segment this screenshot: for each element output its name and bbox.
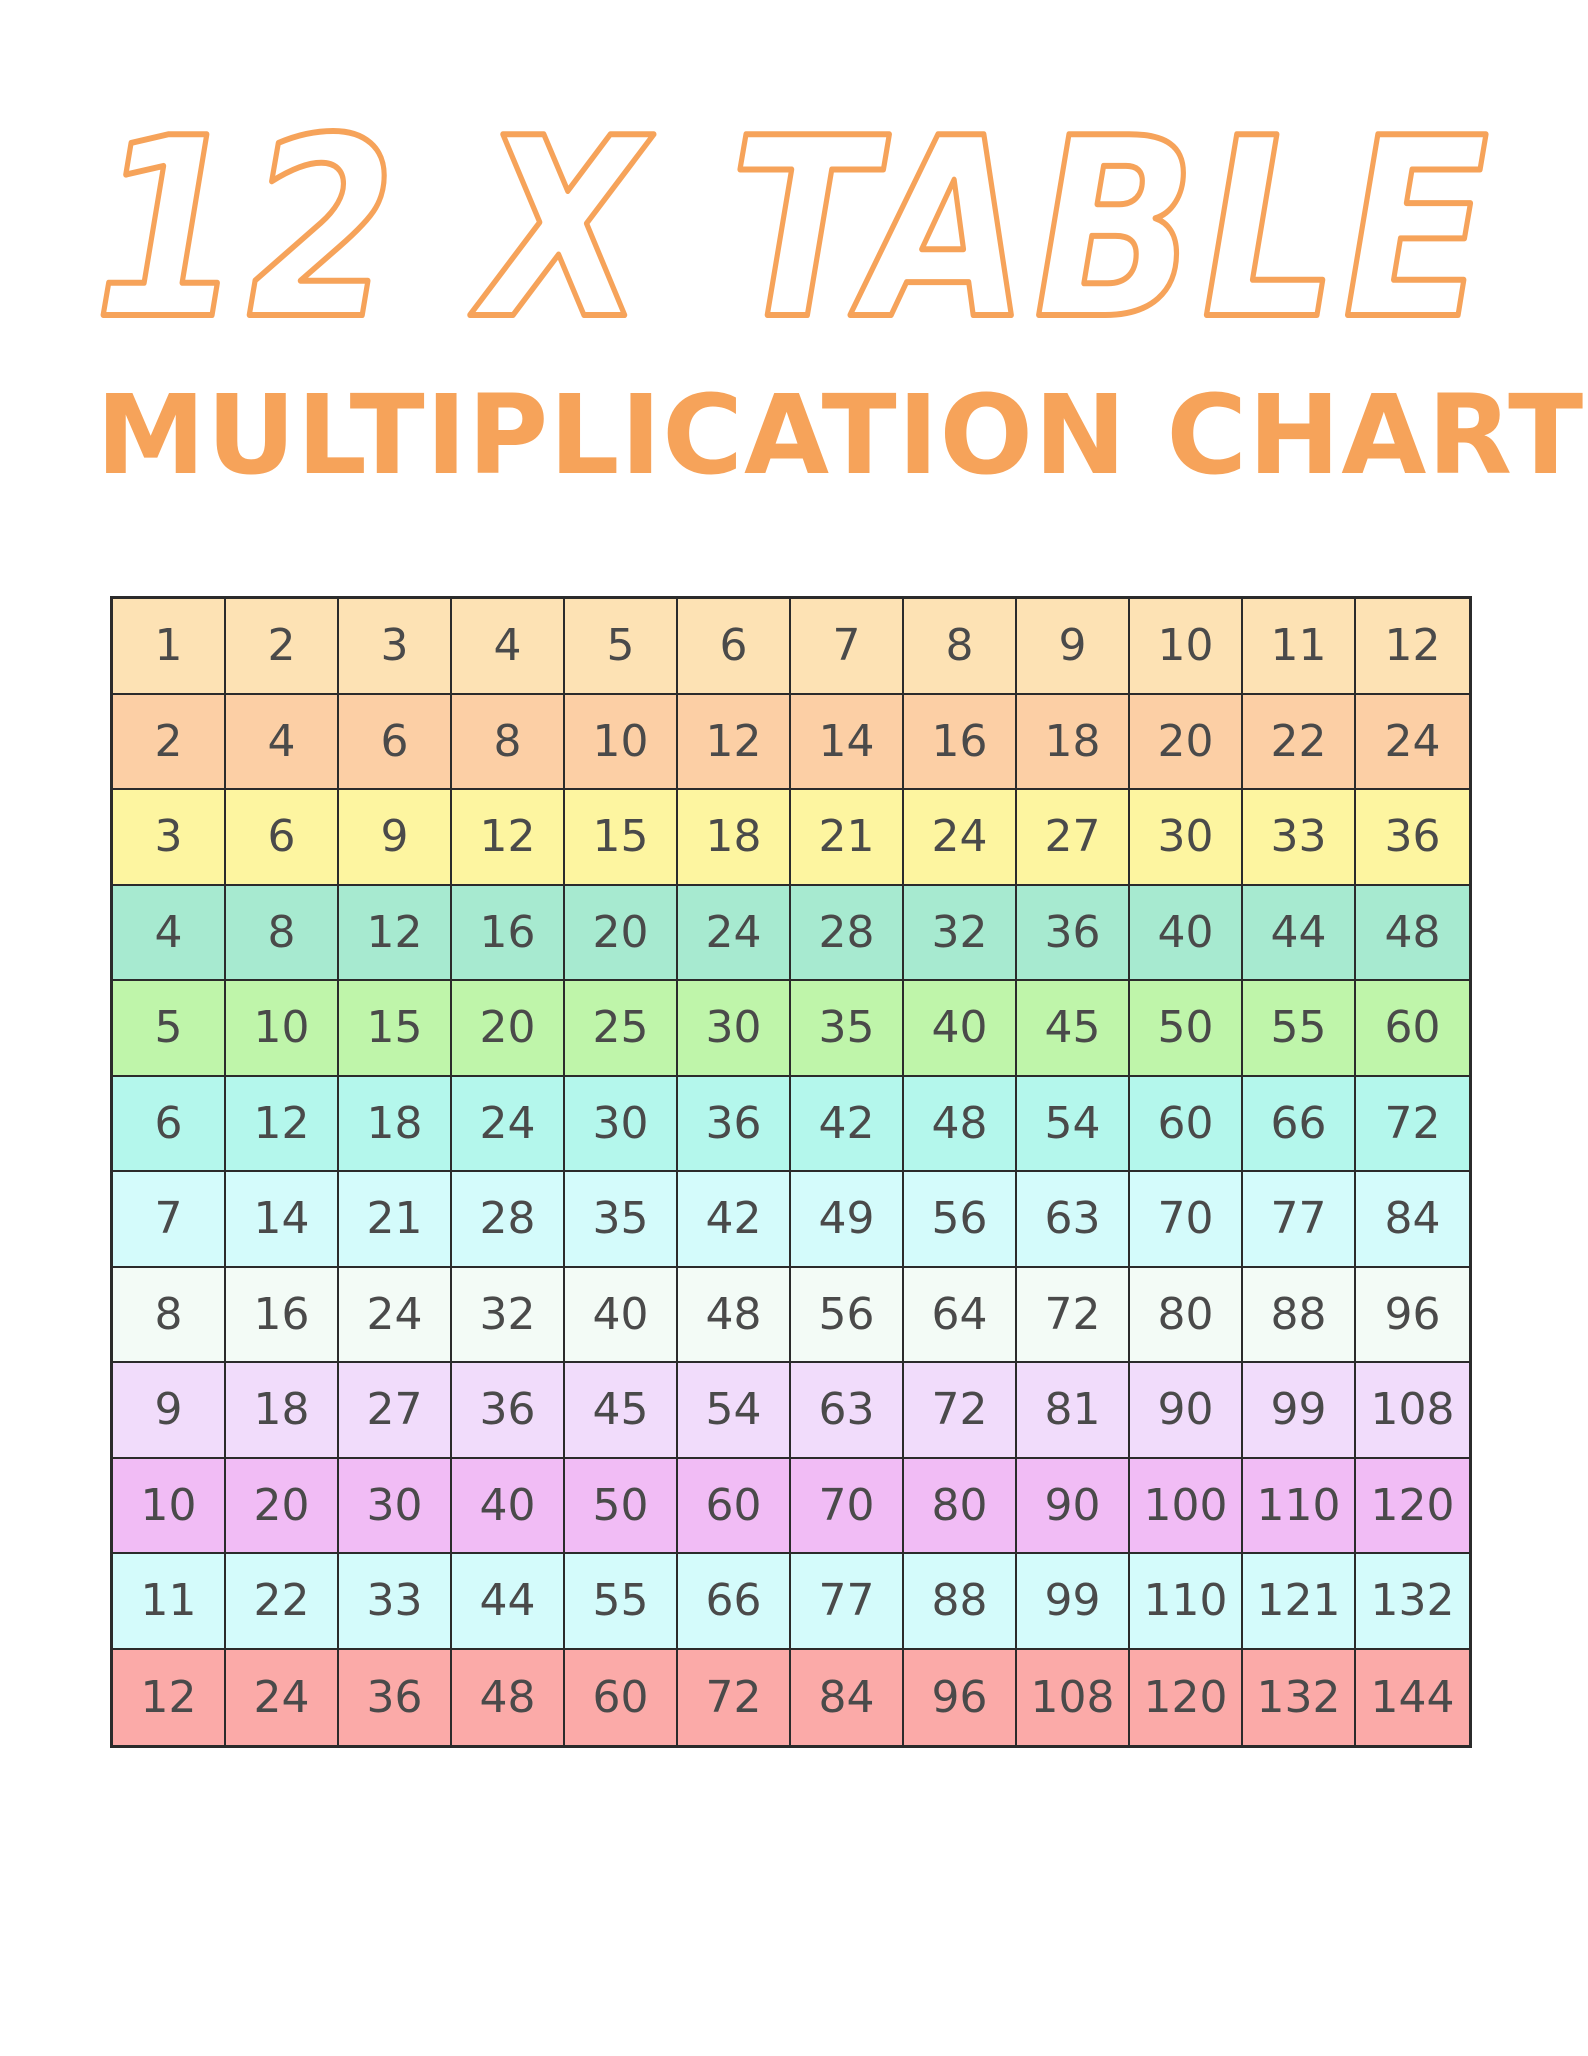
table-cell: 99 [1017, 1554, 1130, 1650]
table-cell: 44 [1243, 886, 1356, 982]
table-cell: 12 [226, 1077, 339, 1173]
table-cell: 30 [339, 1459, 452, 1555]
table-cell: 16 [226, 1268, 339, 1364]
table-cell: 28 [791, 886, 904, 982]
table-cell: 27 [339, 1363, 452, 1459]
table-cell: 63 [791, 1363, 904, 1459]
table-cell: 27 [1017, 790, 1130, 886]
table-cell: 132 [1243, 1650, 1356, 1746]
table-cell: 14 [791, 695, 904, 791]
table-cell: 21 [339, 1172, 452, 1268]
table-cell: 36 [1356, 790, 1469, 886]
table-cell: 44 [452, 1554, 565, 1650]
table-cell: 70 [791, 1459, 904, 1555]
table-cell: 8 [226, 886, 339, 982]
table-cell: 40 [565, 1268, 678, 1364]
table-cell: 60 [565, 1650, 678, 1746]
table-cell: 40 [904, 981, 1017, 1077]
table-cell: 108 [1356, 1363, 1469, 1459]
table-cell: 110 [1130, 1554, 1243, 1650]
table-cell: 5 [113, 981, 226, 1077]
table-cell: 56 [904, 1172, 1017, 1268]
table-cell: 5 [565, 599, 678, 695]
table-cell: 18 [339, 1077, 452, 1173]
table-cell: 30 [678, 981, 791, 1077]
table-cell: 42 [678, 1172, 791, 1268]
table-cell: 2 [113, 695, 226, 791]
table-cell: 90 [1130, 1363, 1243, 1459]
table-cell: 32 [452, 1268, 565, 1364]
table-cell: 108 [1017, 1650, 1130, 1746]
table-cell: 33 [339, 1554, 452, 1650]
table-cell: 32 [904, 886, 1017, 982]
table-cell: 24 [904, 790, 1017, 886]
table-cell: 48 [678, 1268, 791, 1364]
table-cell: 10 [226, 981, 339, 1077]
table-cell: 63 [1017, 1172, 1130, 1268]
table-cell: 64 [904, 1268, 1017, 1364]
table-cell: 45 [1017, 981, 1130, 1077]
table-cell: 55 [1243, 981, 1356, 1077]
table-cell: 18 [1017, 695, 1130, 791]
table-cell: 8 [113, 1268, 226, 1364]
table-cell: 20 [1130, 695, 1243, 791]
table-cell: 9 [113, 1363, 226, 1459]
table-cell: 88 [904, 1554, 1017, 1650]
table-cell: 6 [678, 599, 791, 695]
table-cell: 12 [678, 695, 791, 791]
table-cell: 12 [452, 790, 565, 886]
table-cell: 42 [791, 1077, 904, 1173]
table-cell: 9 [1017, 599, 1130, 695]
table-cell: 20 [452, 981, 565, 1077]
table-cell: 88 [1243, 1268, 1356, 1364]
table-cell: 55 [565, 1554, 678, 1650]
page-subtitle: MULTIPLICATION CHART [96, 371, 1585, 499]
table-cell: 66 [1243, 1077, 1356, 1173]
table-cell: 18 [678, 790, 791, 886]
table-cell: 6 [113, 1077, 226, 1173]
table-cell: 56 [791, 1268, 904, 1364]
table-cell: 11 [1243, 599, 1356, 695]
table-cell: 8 [904, 599, 1017, 695]
table-cell: 10 [1130, 599, 1243, 695]
table-cell: 33 [1243, 790, 1356, 886]
table-cell: 4 [226, 695, 339, 791]
table-cell: 80 [1130, 1268, 1243, 1364]
table-cell: 90 [1017, 1459, 1130, 1555]
table-cell: 120 [1130, 1650, 1243, 1746]
table-cell: 3 [339, 599, 452, 695]
table-cell: 72 [678, 1650, 791, 1746]
table-cell: 70 [1130, 1172, 1243, 1268]
table-cell: 36 [1017, 886, 1130, 982]
table-cell: 50 [1130, 981, 1243, 1077]
table-cell: 72 [904, 1363, 1017, 1459]
table-cell: 99 [1243, 1363, 1356, 1459]
table-cell: 81 [1017, 1363, 1130, 1459]
table-cell: 36 [678, 1077, 791, 1173]
table-cell: 14 [226, 1172, 339, 1268]
table-cell: 60 [678, 1459, 791, 1555]
table-cell: 60 [1356, 981, 1469, 1077]
table-cell: 121 [1243, 1554, 1356, 1650]
table-cell: 25 [565, 981, 678, 1077]
table-cell: 6 [339, 695, 452, 791]
table-cell: 48 [452, 1650, 565, 1746]
table-cell: 15 [565, 790, 678, 886]
table-cell: 7 [113, 1172, 226, 1268]
table-cell: 20 [226, 1459, 339, 1555]
table-cell: 144 [1356, 1650, 1469, 1746]
table-cell: 30 [1130, 790, 1243, 886]
title-text: 12 X TABLE [94, 110, 1494, 340]
table-cell: 77 [791, 1554, 904, 1650]
table-cell: 28 [452, 1172, 565, 1268]
table-cell: 40 [452, 1459, 565, 1555]
table-cell: 24 [452, 1077, 565, 1173]
table-cell: 40 [1130, 886, 1243, 982]
table-cell: 18 [226, 1363, 339, 1459]
table-cell: 36 [339, 1650, 452, 1746]
table-cell: 45 [565, 1363, 678, 1459]
table-cell: 10 [113, 1459, 226, 1555]
table-cell: 21 [791, 790, 904, 886]
table-cell: 1 [113, 599, 226, 695]
table-cell: 54 [1017, 1077, 1130, 1173]
table-cell: 72 [1356, 1077, 1469, 1173]
table-cell: 132 [1356, 1554, 1469, 1650]
table-cell: 22 [1243, 695, 1356, 791]
table-cell: 48 [1356, 886, 1469, 982]
table-cell: 66 [678, 1554, 791, 1650]
table-cell: 72 [1017, 1268, 1130, 1364]
table-cell: 100 [1130, 1459, 1243, 1555]
table-cell: 35 [565, 1172, 678, 1268]
table-cell: 110 [1243, 1459, 1356, 1555]
table-cell: 24 [678, 886, 791, 982]
table-cell: 12 [113, 1650, 226, 1746]
table-cell: 15 [339, 981, 452, 1077]
table-cell: 20 [565, 886, 678, 982]
table-cell: 96 [1356, 1268, 1469, 1364]
multiplication-table [110, 596, 1472, 1748]
table-cell: 30 [565, 1077, 678, 1173]
table-cell: 60 [1130, 1077, 1243, 1173]
table-cell: 24 [1356, 695, 1469, 791]
table-cell: 35 [791, 981, 904, 1077]
table-cell: 77 [1243, 1172, 1356, 1268]
table-cell: 36 [452, 1363, 565, 1459]
table-cell: 96 [904, 1650, 1017, 1746]
table-cell: 80 [904, 1459, 1017, 1555]
table-cell: 22 [226, 1554, 339, 1650]
table-cell: 3 [113, 790, 226, 886]
table-cell: 48 [904, 1077, 1017, 1173]
table-cell: 11 [113, 1554, 226, 1650]
table-cell: 50 [565, 1459, 678, 1555]
table-cell: 9 [339, 790, 452, 886]
table-cell: 84 [791, 1650, 904, 1746]
table-cell: 8 [452, 695, 565, 791]
table-cell: 24 [339, 1268, 452, 1364]
table-cell: 24 [226, 1650, 339, 1746]
page-title [0, 110, 1588, 340]
table-cell: 16 [904, 695, 1017, 791]
table-cell: 16 [452, 886, 565, 982]
table-cell: 4 [113, 886, 226, 982]
table-cell: 10 [565, 695, 678, 791]
title-outline-graphic [0, 110, 1588, 340]
table-cell: 2 [226, 599, 339, 695]
table-cell: 12 [339, 886, 452, 982]
table-cell: 12 [1356, 599, 1469, 695]
table-cell: 84 [1356, 1172, 1469, 1268]
table-cell: 6 [226, 790, 339, 886]
table-cell: 120 [1356, 1459, 1469, 1555]
table-cell: 7 [791, 599, 904, 695]
table-cell: 49 [791, 1172, 904, 1268]
table-cell: 4 [452, 599, 565, 695]
table-cell: 54 [678, 1363, 791, 1459]
